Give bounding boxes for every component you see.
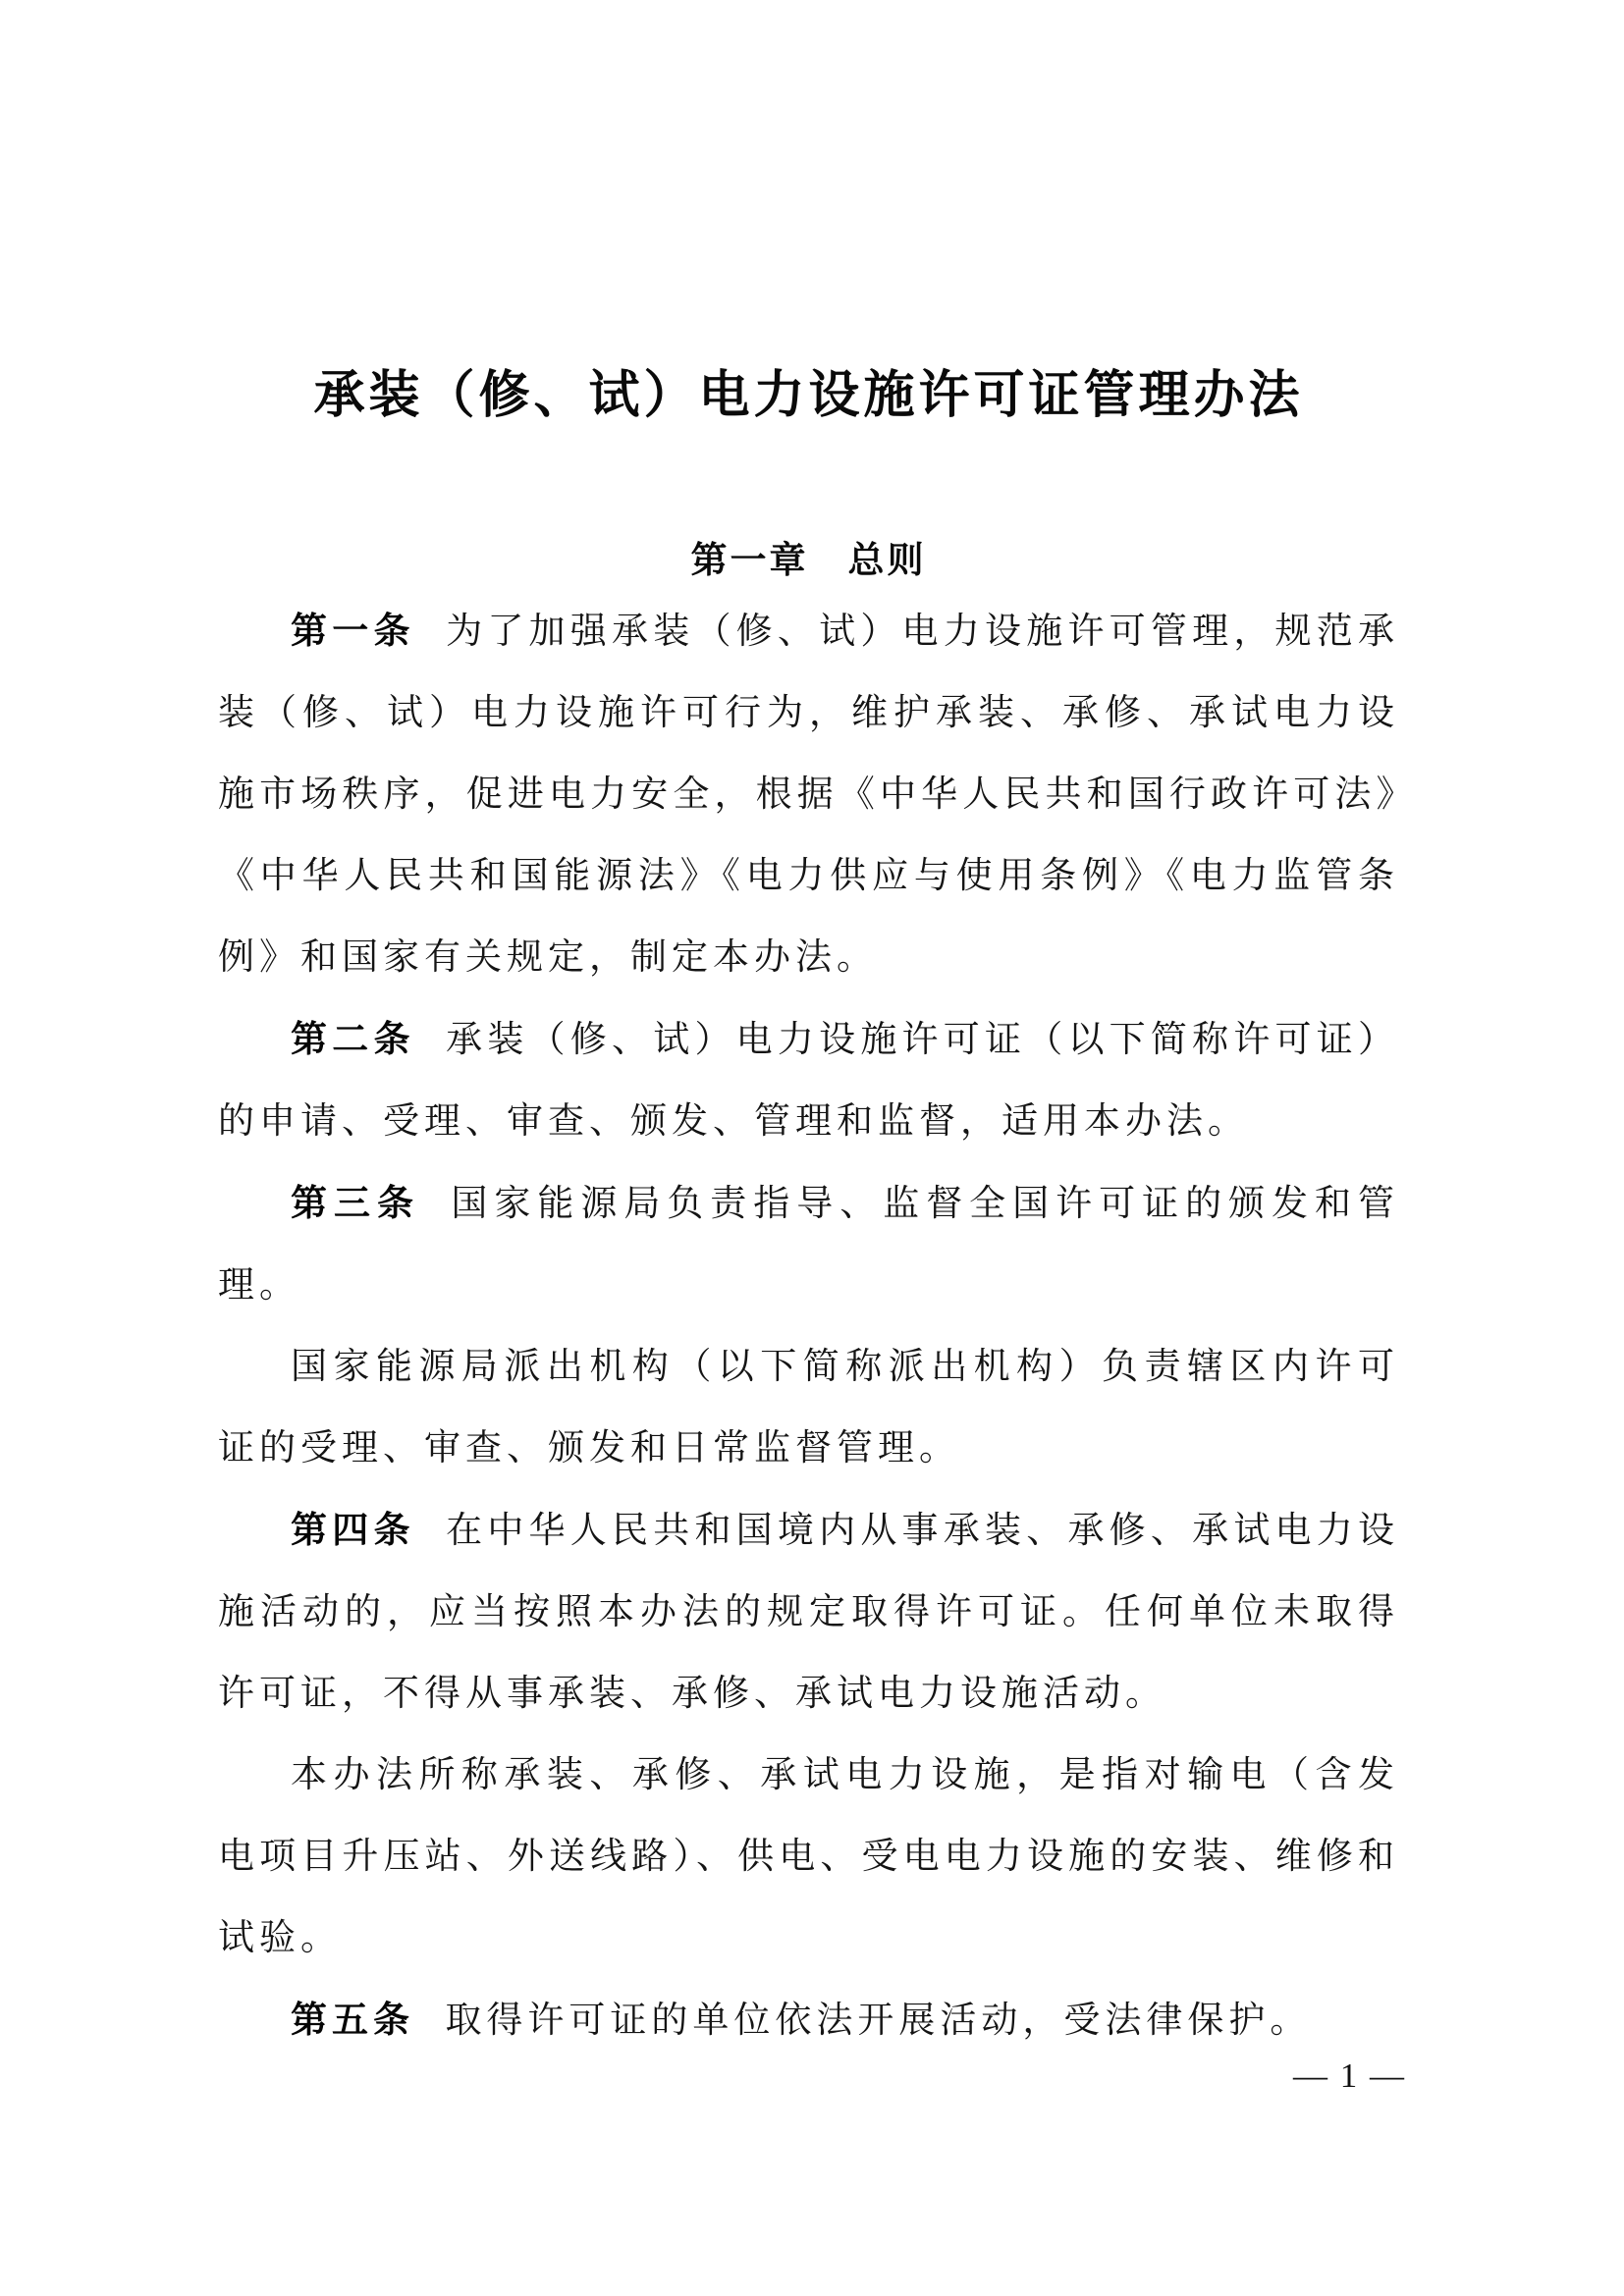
chapter-heading: 第一章 总则 [690,540,927,580]
page-number: — 1 — [1293,2056,1406,2095]
article-5-text: 取得许可证的单位依法开展活动，受法律保护。 [445,2001,1312,2041]
article-4-text: 在中华人民共和国境内从事承装、承修、承试电力设施活动的，应当按照本办法的规定取得许可证。任何单位未取得许可证，不得从事承装、承修、承试电力设施活动。 [218,1511,1400,1714]
article-2-text: 承装（修、试）电力设施许可证（以下简称许可证）的申请、受理、审查、颁发、管理和监督，适用本办法。 [218,1020,1400,1142]
paragraph-article-2 [218,998,1399,1162]
paragraph-article-1 [218,590,1399,998]
article-4-label: 第四条 [291,1510,415,1550]
article-5-label: 第五条 [291,2000,414,2040]
article-3-label: 第三条 [291,1183,420,1223]
article-1-text: 为了加强承装（修、试）电力设施许可管理，规范承装（修、试）电力设施许可行为，维护承装、承修、承试电力设施市场秩序，促进电力安全，根据《中华人民共和国行政许可法》《中华人民共和国能源法》《电力供应与使用条例》《电力监管条例》和国家有关规定，制定本办法。 [218,612,1400,978]
article-4b-text: 本办法所称承装、承修、承试电力设施，是指对输电（含发电项目升压站、外送线路）、供电、受电电力设施的安装、维修和试验。 [218,1755,1399,1958]
paragraph-article-4-continued [218,1735,1399,1979]
document-body [218,590,1399,2061]
document-title: 承装（修、试）电力设施许可证管理办法 [313,368,1304,424]
paragraph-article-4 [218,1489,1399,1735]
article-3-text: 国家能源局负责指导、监督全国许可证的颁发和管理。 [218,1184,1400,1306]
article-2-label: 第二条 [291,1019,415,1059]
paragraph-article-5 [218,1979,1399,2061]
article-3b-text: 国家能源局派出机构（以下简称派出机构）负责辖区内许可证的受理、审查、颁发和日常监督管理。 [218,1347,1399,1468]
paragraph-article-3 [218,1162,1399,1326]
paragraph-article-3-continued [218,1326,1399,1489]
article-1-label: 第一条 [291,611,415,651]
